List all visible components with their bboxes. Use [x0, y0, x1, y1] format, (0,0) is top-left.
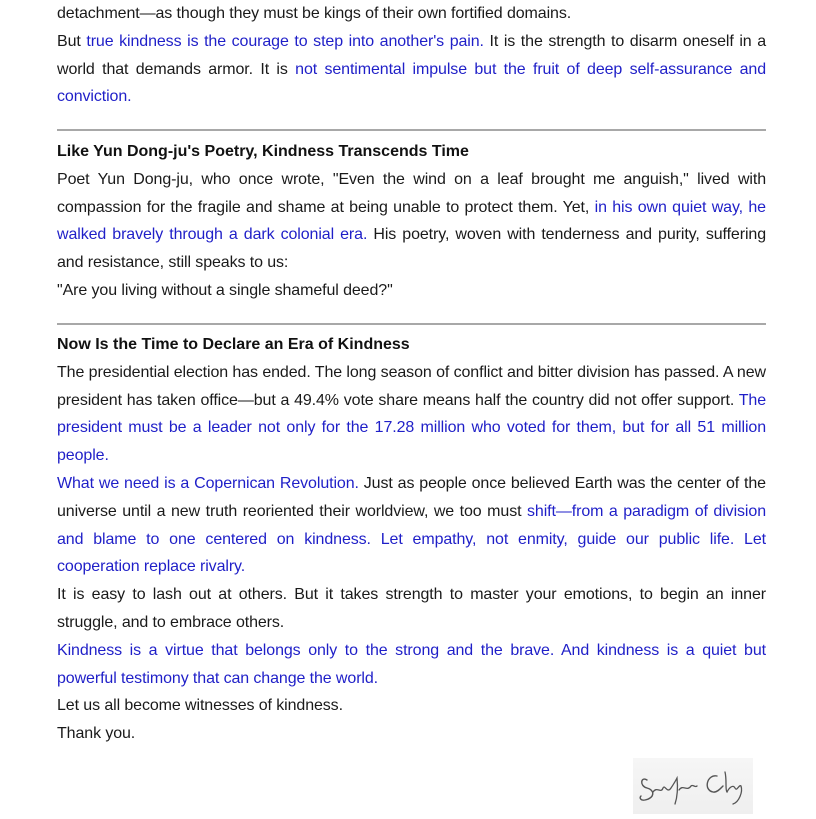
paragraph-poet: [57, 166, 766, 277]
text-span: His poetry, woven with tenderness and purity, suffering and resistance, still speaks to us:: [57, 226, 767, 272]
paragraph-detachment: detachment—as though they must be kings of their own fortified domains.: [57, 5, 572, 22]
emphasis-text: The president must be a leader not only for the 17.28 million who voted for them, but for all 51 million people.: [57, 391, 766, 465]
paragraph-copernican: [57, 470, 766, 581]
text-span: It is the strength to disarm oneself in a world that demands armor. It is: [57, 32, 766, 78]
quote-line: "Are you living without a single shameful deed?": [57, 281, 393, 299]
paragraph-virtue: Kindness is a virtue that belongs only to the strong and the brave. And kindness is a quiet but powerful testimony that can change the world.: [57, 641, 766, 687]
section-heading: Like Yun Dong-ju's Poetry, Kindness Transcends Time: [57, 143, 469, 160]
text-span: Poet Yun Dong-ju, who once wrote, "Even the wind on a leaf brought me anguish," lived with compassion for the fragile and shame at being unable to protect them. Yet,: [57, 170, 766, 216]
text-span: But: [57, 32, 87, 50]
section-divider: [57, 323, 766, 325]
section-divider: [57, 129, 766, 131]
paragraph-lash-out: It is easy to lash out at others. But it takes strength to master your emotions, to begin an inner struggle, and to embrace others.: [57, 586, 766, 631]
section-yun-dong-ju: [57, 138, 766, 305]
emphasis-text: shift—from a paradigm of division and blame to one centered on kindness. Let empathy, not enmity, guide our public life. Let cooperation replace rivalry.: [57, 502, 766, 576]
emphasis-text: true kindness is the courage to step into another's pain.: [86, 32, 484, 50]
emphasis-text: in his own quiet way, he walked bravely through a dark colonial era.: [57, 198, 766, 244]
section-heading: Now Is the Time to Declare an Era of Kindness: [57, 336, 410, 353]
signature-icon: [633, 758, 753, 814]
emphasis-text: not sentimental impulse but the fruit of deep self-assurance and conviction.: [57, 60, 767, 106]
paragraph-election: [57, 359, 766, 470]
paragraph-true-kindness: [57, 28, 766, 111]
emphasis-text: What we need is a Copernican Revolution.: [57, 474, 359, 492]
paragraph-thank-you: Thank you.: [57, 725, 136, 743]
signature-image: [633, 758, 753, 814]
paragraph-witnesses: Let us all become witnesses of kindness.: [57, 697, 343, 715]
text-span: Just as people once believed Earth was the center of the universe until a new truth reoriented their worldview, we too must: [57, 474, 766, 520]
text-span: The presidential election has ended. The long season of conflict and bitter division has passed. A new president has taken office—but a 49.4% vote share means half the country did not offer support.: [57, 363, 766, 409]
section-era-of-kindness: [57, 331, 766, 748]
section-intro: [57, 0, 766, 111]
